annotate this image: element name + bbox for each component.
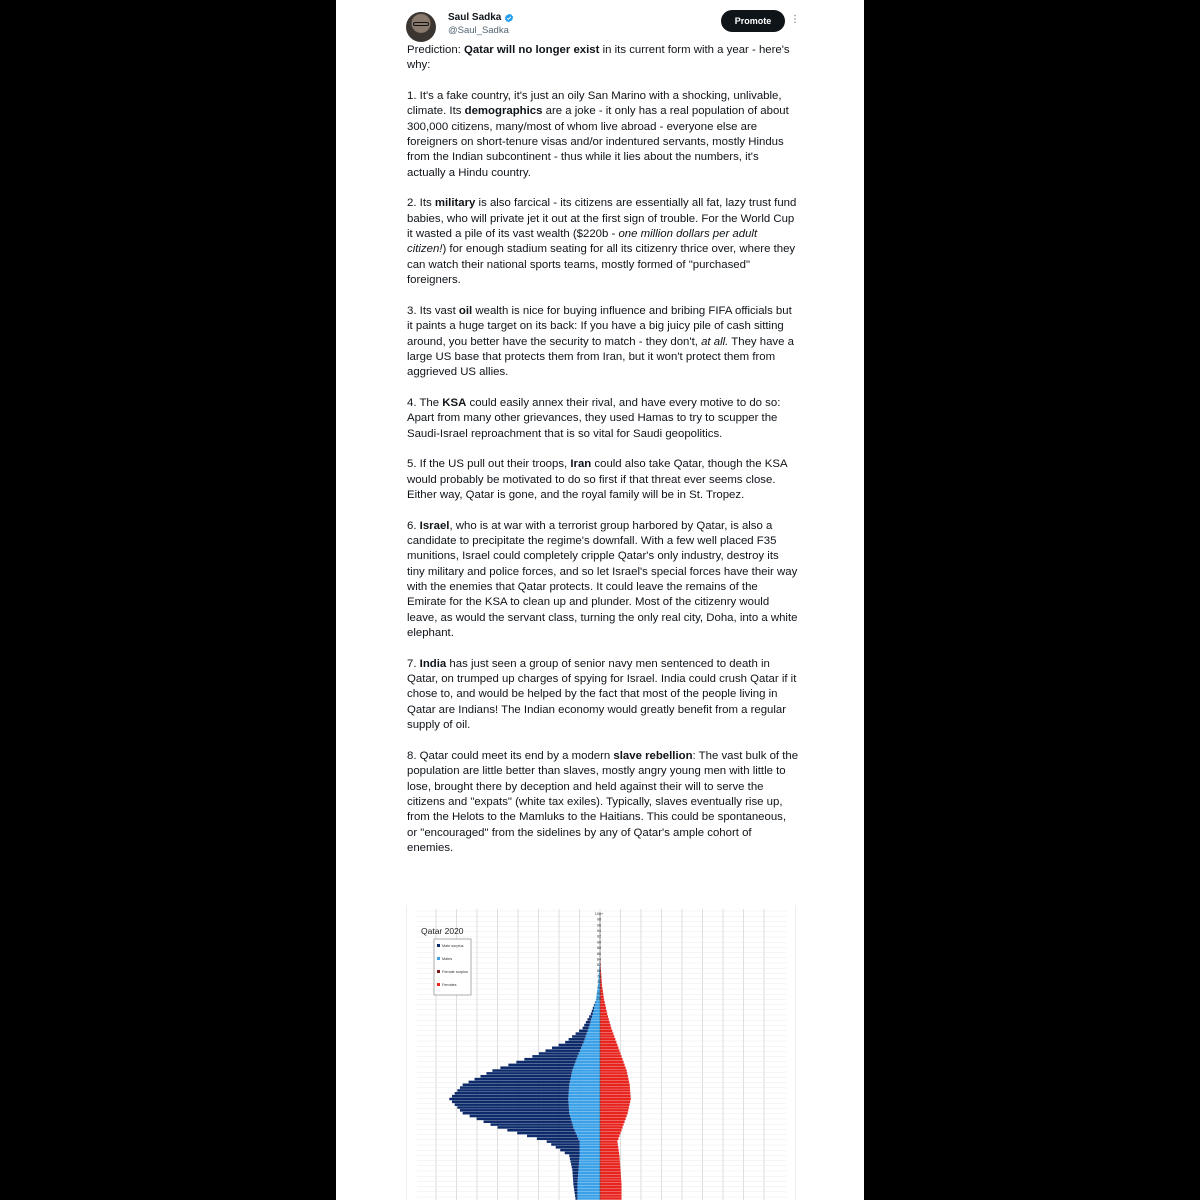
female-bar xyxy=(600,1103,630,1106)
male-bar xyxy=(584,1041,600,1044)
age-tick-label: 96 xyxy=(596,923,602,928)
female-bar xyxy=(600,1157,620,1160)
male-bar xyxy=(569,1092,600,1095)
male-surplus-bar xyxy=(480,1075,571,1078)
male-surplus-bar xyxy=(593,1007,594,1010)
male-surplus-bar xyxy=(569,1155,579,1158)
more-icon[interactable]: ⋮ xyxy=(790,14,800,25)
male-surplus-bar xyxy=(556,1146,580,1149)
male-bar xyxy=(570,1081,600,1084)
female-bar xyxy=(600,1098,631,1101)
male-surplus-bar xyxy=(517,1132,576,1135)
female-bar xyxy=(600,1078,628,1081)
male-bar xyxy=(577,1183,600,1186)
male-bar xyxy=(577,1186,600,1189)
female-bar xyxy=(600,1143,618,1146)
male-bar xyxy=(579,1157,600,1160)
male-bar xyxy=(579,1052,600,1055)
female-bar xyxy=(600,1166,620,1169)
male-bar xyxy=(569,1112,600,1115)
p1-bold: demographics xyxy=(464,105,543,118)
female-bar xyxy=(600,1055,622,1058)
female-bar xyxy=(600,1120,625,1123)
p5-bold: Iran xyxy=(570,458,592,471)
male-bar xyxy=(580,1143,601,1146)
female-bar xyxy=(600,1075,628,1078)
female-bar xyxy=(600,1018,609,1021)
female-bar xyxy=(600,1197,622,1200)
author-name[interactable]: Saul Sadka xyxy=(448,12,502,23)
p1-pre: 1. It's a fake country, it's just an oily San Marino with a shocking, unlivable, climate. Its xyxy=(407,90,782,118)
male-surplus-bar xyxy=(583,1027,589,1030)
age-tick-label: 82 xyxy=(596,963,602,968)
avatar[interactable] xyxy=(406,12,436,42)
male-surplus-bar xyxy=(587,1018,591,1021)
male-surplus-bar xyxy=(584,1024,589,1027)
male-bar xyxy=(570,1078,600,1081)
male-surplus-bar xyxy=(539,1052,579,1055)
male-surplus-bar xyxy=(460,1109,569,1112)
male-bar xyxy=(575,1061,600,1064)
p3-post: They have a large US base that protects them from Iran, but it won't protect them from aggrieved US allies. xyxy=(407,335,794,379)
female-bar xyxy=(600,1106,629,1109)
male-bar xyxy=(577,1197,600,1200)
female-bar xyxy=(600,1169,621,1172)
female-bar xyxy=(600,1186,622,1189)
male-bar xyxy=(590,1024,600,1027)
p4-pre: 4. The xyxy=(407,396,443,409)
female-bar xyxy=(600,1109,628,1112)
male-bar xyxy=(589,1027,600,1030)
male-surplus-bar xyxy=(516,1061,575,1064)
female-bar xyxy=(600,1092,630,1095)
male-bar xyxy=(571,1075,600,1078)
age-tick-label: 80 xyxy=(596,968,602,973)
male-bar xyxy=(569,1089,600,1092)
p2-pre: 2. Its xyxy=(407,197,435,210)
male-bar xyxy=(569,1103,600,1106)
male-surplus-bar xyxy=(508,1064,574,1067)
female-bar xyxy=(600,1044,617,1047)
male-surplus-bar xyxy=(573,1180,578,1183)
female-bar xyxy=(600,1010,607,1013)
female-bar xyxy=(600,1172,621,1175)
male-bar xyxy=(582,1044,600,1047)
male-surplus-bar xyxy=(449,1098,568,1101)
male-surplus-bar xyxy=(591,1012,593,1015)
male-surplus-bar xyxy=(507,1129,574,1132)
male-bar xyxy=(579,1160,600,1163)
tweet-point-7 xyxy=(407,657,799,734)
female-bar xyxy=(600,1083,630,1086)
male-surplus-bar xyxy=(537,1137,578,1140)
male-surplus-bar xyxy=(565,1152,580,1155)
female-bar xyxy=(600,1027,611,1030)
p6-bold: Israel xyxy=(419,519,450,532)
female-bar xyxy=(600,1007,606,1010)
male-surplus-bar xyxy=(579,1030,588,1033)
female-bar xyxy=(600,1089,630,1092)
male-surplus-bar xyxy=(498,1126,574,1129)
legend-swatch xyxy=(437,957,440,960)
p8-post: : The vast bulk of the population are little better than slaves, mostly angry young men with little to lose, brought there by deception and held against their will to serve the citizens and "expats" (white tax exiles). Typically, slaves eventually rise up, from the Helots to the Mamluks to the Haitians. This could be spontaneous, or "encouraged" from the sidelines by any of Qatar's ample cohort of enemies. xyxy=(407,749,799,854)
legend-swatch xyxy=(437,983,440,986)
legend-label: Males xyxy=(442,957,453,961)
male-surplus-bar xyxy=(559,1044,583,1047)
female-bar xyxy=(600,1072,627,1075)
p3-italic: at all. xyxy=(701,335,729,348)
male-surplus-bar xyxy=(570,1157,579,1160)
intro-pre: Prediction: xyxy=(407,44,464,56)
female-bar xyxy=(600,1137,618,1140)
p5-post: could also take Qatar, though the KSA would probably be motivated to do so first if that threat ever seems close. Either way, Qatar is gone, and the royal family will be in St. Tropez. xyxy=(407,458,787,501)
male-bar xyxy=(578,1137,600,1140)
male-bar xyxy=(568,1101,600,1104)
male-surplus-bar xyxy=(573,1177,578,1180)
male-bar xyxy=(580,1152,601,1155)
p3-mid: wealth is nice for buying influence and bribing FIFA officials but it paints a huge target on its back: If you have a big juicy pile of cash sitting around, you better have the security to match - they don't, xyxy=(407,304,792,348)
population-pyramid-chart xyxy=(407,905,795,1200)
male-bar xyxy=(577,1055,600,1058)
male-surplus-bar xyxy=(573,1183,577,1186)
male-bar xyxy=(570,1115,600,1118)
tweet-point-2 xyxy=(407,196,799,288)
male-bar xyxy=(569,1083,600,1086)
male-surplus-bar xyxy=(573,1172,579,1175)
p1-post: are a joke - it only has a real population of about 300,000 citizens, many/most of whom live abroad - everyone else are foreigners on short-tenure visas and/or indentured servants, mostly Hindus from the Indian subcontinent - thus while it lies about the numbers, it's actually a Hindu country. xyxy=(407,105,789,179)
male-surplus-bar xyxy=(572,1035,586,1038)
male-bar xyxy=(577,1189,600,1192)
male-bar xyxy=(595,1001,600,1004)
male-bar xyxy=(579,1163,600,1166)
author-handle[interactable]: @Saul_Sadka xyxy=(448,25,509,36)
age-tick-labels xyxy=(595,912,604,1001)
male-surplus-bar xyxy=(470,1115,570,1118)
p2-mid: is also farcical - its citizens are essentially all fat, lazy trust fund babies, who will private jet it out at the first sign of trouble. For the World Cup it wasted a pile of its vast wealth ($220b - xyxy=(407,197,797,241)
male-surplus-bar xyxy=(545,1049,579,1052)
male-surplus-bar xyxy=(594,1004,595,1007)
female-bar xyxy=(600,1129,622,1132)
female-bar xyxy=(600,1180,621,1183)
age-tick-label: 86 xyxy=(596,951,602,956)
tweet-point-4 xyxy=(407,396,799,442)
male-bar xyxy=(576,1132,600,1135)
tweet-point-5 xyxy=(407,457,799,503)
male-surplus-bar xyxy=(527,1135,577,1138)
tweet-text xyxy=(407,43,799,872)
female-bar xyxy=(600,1118,626,1121)
age-tick-label: 88 xyxy=(596,946,602,951)
female-bar xyxy=(600,1160,620,1163)
p7-post: has just seen a group of senior navy men sentenced to death in Qatar, on trumped up charges of spying for Israel. India could crush Qatar if it chose to, and would be helped by the fact that most of the people living in Qatar are Indians! The Indian economy would greatly benefit from a regular supply of oil. xyxy=(407,657,797,732)
male-surplus-bar xyxy=(576,1032,587,1035)
male-bar xyxy=(574,1064,600,1067)
p3-bold: oil xyxy=(458,304,473,317)
female-bar xyxy=(600,1001,605,1004)
female-bar xyxy=(600,1041,616,1044)
female-bar xyxy=(600,1086,630,1089)
male-bar xyxy=(568,1095,600,1098)
tweet-point-1 xyxy=(407,89,799,181)
male-bar xyxy=(588,1030,600,1033)
legend-swatch xyxy=(437,944,440,947)
female-bar xyxy=(600,1064,625,1067)
p2-post: ) for enough stadium seating for all its citizenry thrice over, where they can watch their national sports teams, mostly formed of "purchased" foreigners. xyxy=(407,243,796,287)
female-bar xyxy=(600,1183,622,1186)
male-bar xyxy=(580,1146,601,1149)
male-surplus-bar xyxy=(551,1143,579,1146)
female-bar xyxy=(600,1032,613,1035)
male-surplus-bar xyxy=(457,1089,569,1092)
age-tick-label: 78 xyxy=(596,974,602,979)
male-surplus-bar xyxy=(570,1160,579,1163)
age-tick-label: 94 xyxy=(596,929,602,934)
age-tick-label: 98 xyxy=(596,917,602,922)
p5-pre: 5. If the US pull out their troops, xyxy=(407,458,571,471)
female-bar xyxy=(600,1061,624,1064)
male-surplus-bar xyxy=(460,1086,569,1089)
male-surplus-bar xyxy=(486,1072,571,1075)
male-surplus-bar xyxy=(477,1118,571,1121)
male-bar xyxy=(591,1018,600,1021)
tweet-point-6 xyxy=(407,519,799,642)
male-surplus-bar xyxy=(560,1149,579,1152)
male-bar xyxy=(569,1106,600,1109)
male-bar xyxy=(579,1166,600,1169)
female-bar xyxy=(600,1189,622,1192)
tweet-point-3 xyxy=(407,304,799,381)
male-bar xyxy=(577,1191,600,1194)
female-bar xyxy=(600,1140,617,1143)
male-bar xyxy=(572,1069,600,1072)
tweet-header xyxy=(336,0,864,44)
female-bar xyxy=(600,1163,620,1166)
male-surplus-bar xyxy=(500,1066,573,1069)
p8-bold: slave rebellion xyxy=(613,749,693,762)
male-bar xyxy=(578,1169,600,1172)
p7-pre: 7. xyxy=(407,657,420,670)
male-bar xyxy=(587,1032,600,1035)
male-surplus-bar xyxy=(457,1106,569,1109)
female-bar xyxy=(600,1112,628,1115)
male-bar xyxy=(572,1072,600,1075)
female-bar xyxy=(600,1052,621,1055)
male-surplus-bar xyxy=(573,1174,578,1177)
male-surplus-bar xyxy=(492,1069,572,1072)
male-surplus-bar xyxy=(572,1166,579,1169)
male-bar xyxy=(577,1194,600,1197)
male-bar xyxy=(580,1155,601,1158)
age-tick-label: 72 xyxy=(596,991,602,996)
female-bar xyxy=(600,1035,614,1038)
male-bar xyxy=(595,1004,600,1007)
female-bar xyxy=(600,1058,623,1061)
p6-post: , who is at war with a terrorist group harbored by Qatar, is also a candidate to precipitate the regime's downfall. With a few well placed F35 munitions, Israel could completely cripple Qatar's only industry, destroy its tiny military and police forces, and so let Israel's special forces have their way with the enemies that Qatar protects. It could leave the remains of the Emirate for the KSA to clean up and plunder. Most of the citizenry would leave, as would the servant class, turning the only real city, Doha, into a white elephant. xyxy=(407,519,798,640)
male-bar xyxy=(578,1177,600,1180)
male-bar xyxy=(580,1140,601,1143)
female-bar xyxy=(600,1021,610,1024)
female-bar xyxy=(600,1004,605,1007)
male-bar xyxy=(580,1149,601,1152)
avatar-glasses xyxy=(413,22,429,26)
male-surplus-bar xyxy=(532,1055,577,1058)
male-surplus-bar xyxy=(547,1140,580,1143)
female-bar xyxy=(600,1152,619,1155)
female-bar xyxy=(600,1123,624,1126)
female-bar xyxy=(600,1081,629,1084)
promote-button[interactable]: Promote xyxy=(721,10,785,32)
female-bar xyxy=(600,1030,612,1033)
male-bar xyxy=(592,1015,600,1018)
male-bar xyxy=(573,1123,600,1126)
male-surplus-bar xyxy=(455,1103,569,1106)
female-bar xyxy=(600,1126,623,1129)
male-surplus-bar xyxy=(491,1123,573,1126)
intro-bold: Qatar will no longer exist xyxy=(463,44,600,56)
legend-label: Female surplus xyxy=(442,970,468,974)
female-bar xyxy=(600,1101,630,1104)
male-bar xyxy=(569,1086,600,1089)
male-surplus-bar xyxy=(455,1092,569,1095)
male-bar xyxy=(568,1098,600,1101)
author-name-row[interactable] xyxy=(448,12,514,23)
chart-title: Qatar 2020 xyxy=(421,926,464,936)
age-tick-label: 74 xyxy=(596,985,602,990)
male-bar xyxy=(578,1180,600,1183)
p6-pre: 6. xyxy=(407,519,420,532)
female-bar xyxy=(600,1174,621,1177)
male-surplus-bar xyxy=(575,1194,577,1197)
female-bar xyxy=(600,1024,610,1027)
female-bar xyxy=(600,1049,619,1052)
male-surplus-bar xyxy=(552,1047,581,1050)
male-surplus-bar xyxy=(589,1015,592,1018)
age-tick-label: 76 xyxy=(596,980,602,985)
female-bar xyxy=(600,1038,615,1041)
p4-bold: KSA xyxy=(442,396,467,409)
male-bar xyxy=(575,1129,600,1132)
male-surplus-bar xyxy=(592,1010,594,1013)
p2-bold: military xyxy=(434,197,476,210)
male-surplus-bar xyxy=(475,1078,571,1081)
male-bar xyxy=(581,1047,600,1050)
verified-badge-icon xyxy=(504,13,514,23)
male-bar xyxy=(580,1049,600,1052)
tweet-card xyxy=(336,0,864,1200)
male-surplus-bar xyxy=(571,1163,579,1166)
legend-swatch xyxy=(437,970,440,973)
female-bar xyxy=(600,1047,618,1050)
female-bar xyxy=(600,1066,626,1069)
female-bar xyxy=(600,1177,621,1180)
female-bar xyxy=(600,1069,627,1072)
male-surplus-bar xyxy=(463,1112,570,1115)
author-info[interactable] xyxy=(448,12,514,36)
male-bar xyxy=(585,1038,600,1041)
population-pyramid-image[interactable] xyxy=(406,905,796,1200)
male-bar xyxy=(578,1174,600,1177)
female-bar xyxy=(600,1095,631,1098)
age-tick-label: 70 xyxy=(596,997,602,1002)
male-surplus-bar xyxy=(524,1058,576,1061)
male-bar xyxy=(593,1010,600,1013)
male-bar xyxy=(590,1021,600,1024)
male-bar xyxy=(573,1126,600,1129)
female-bar xyxy=(600,1015,608,1018)
male-bar xyxy=(586,1035,600,1038)
female-bar xyxy=(600,1155,619,1158)
male-surplus-bar xyxy=(574,1189,577,1192)
male-bar xyxy=(577,1135,600,1138)
female-bar xyxy=(600,1194,622,1197)
legend-label: Females xyxy=(442,983,457,987)
female-bar xyxy=(600,1135,619,1138)
male-surplus-bar xyxy=(452,1101,568,1104)
male-surplus-bar xyxy=(463,1083,570,1086)
male-bar xyxy=(572,1120,600,1123)
male-bar xyxy=(569,1109,600,1112)
male-surplus-bar xyxy=(569,1038,585,1041)
male-surplus-bar xyxy=(572,1169,578,1172)
age-tick-label: 90 xyxy=(596,940,602,945)
intro-post: in its current form with a year - here's why: xyxy=(407,44,790,72)
p7-bold: India xyxy=(419,657,447,670)
age-tick-label: 92 xyxy=(596,934,602,939)
legend-label: Male surplus xyxy=(442,944,464,948)
male-bar xyxy=(593,1012,600,1015)
male-surplus-bar xyxy=(469,1081,570,1084)
p8-pre: 8. Qatar could meet its end by a modern xyxy=(407,749,614,762)
female-bar xyxy=(600,1012,607,1015)
female-bar xyxy=(600,1149,619,1152)
male-bar xyxy=(571,1118,600,1121)
female-bar xyxy=(600,1132,621,1135)
tweet-point-8 xyxy=(407,749,799,856)
male-surplus-bar xyxy=(586,1021,591,1024)
male-bar xyxy=(573,1066,600,1069)
male-bar xyxy=(594,1007,600,1010)
male-surplus-bar xyxy=(565,1041,583,1044)
male-surplus-bar xyxy=(575,1197,577,1200)
p3-pre: 3. Its vast xyxy=(407,304,459,317)
tweet-intro xyxy=(407,43,799,74)
male-surplus-bar xyxy=(484,1120,572,1123)
male-bar xyxy=(578,1172,600,1175)
male-bar xyxy=(576,1058,600,1061)
age-tick-label: 84 xyxy=(596,957,602,962)
p4-post: could easily annex their rival, and have every motive to do so: Apart from many other grievances, they used Hamas to try to scupper the Saudi-Israel reproachment that is so vital for Saudi geopolitics. xyxy=(407,396,781,440)
female-bar xyxy=(600,1115,627,1118)
male-surplus-bar xyxy=(574,1186,578,1189)
p2-italic: one million dollars per adult citizen! xyxy=(407,228,758,256)
female-bar xyxy=(600,1146,618,1149)
male-surplus-bar xyxy=(452,1095,568,1098)
male-surplus-bar xyxy=(575,1191,578,1194)
age-tick-label: 100+ xyxy=(594,912,604,916)
female-bar xyxy=(600,1191,622,1194)
